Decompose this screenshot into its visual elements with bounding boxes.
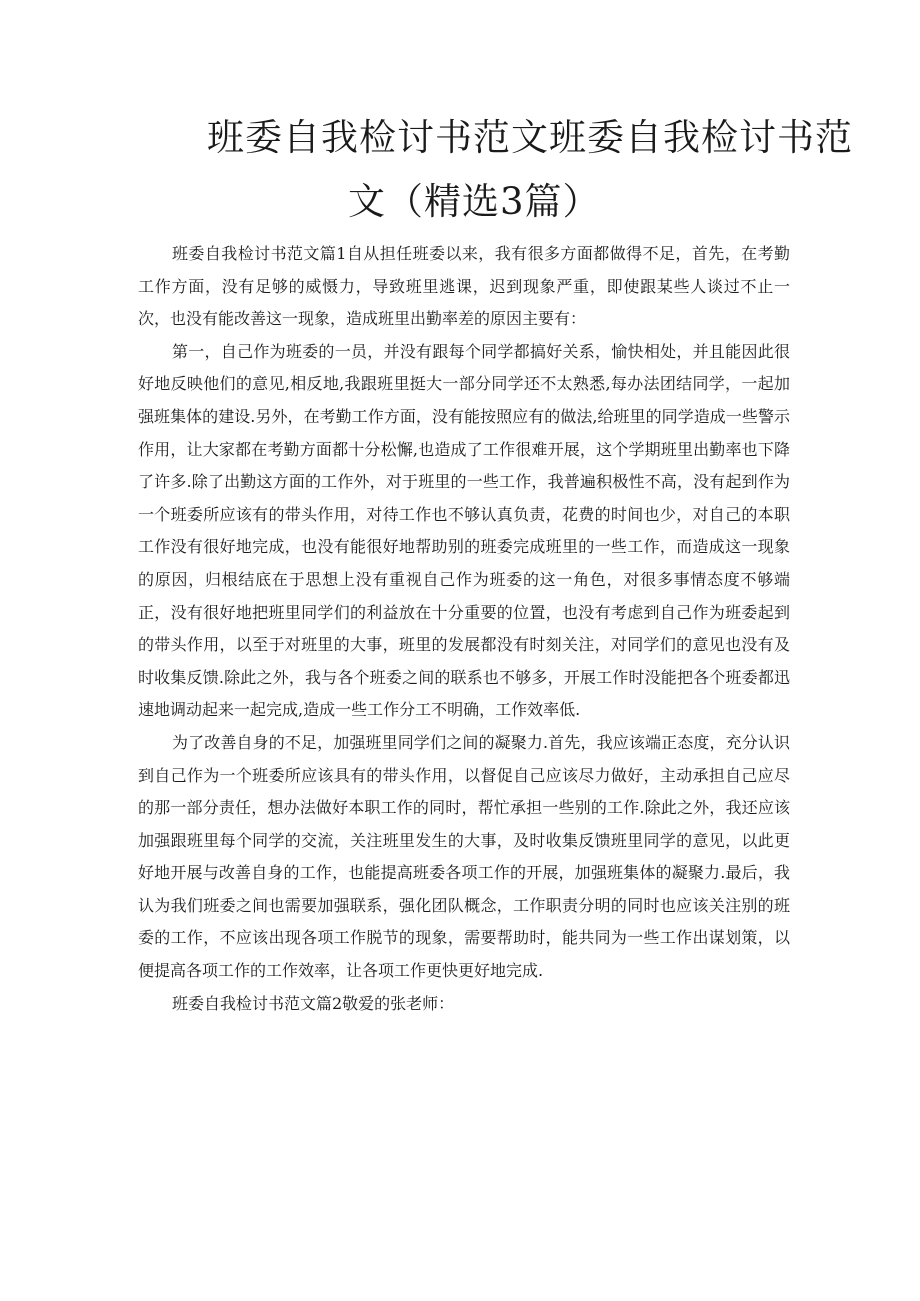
paragraph-2: 第一，自己作为班委的一员，并没有跟每个同学都搞好关系，愉快相处，并且能因此很好地反映他们的意见,相反地,我跟班里挺大一部分同学还不太熟悉,每办法团结同学，一起加强班集体的建设.另外，在考勤工作方面，没有能按照应有的做法,给班里的同学造成一些警示作用，让大家都在考勤方面都十分松懈,也造成了工作很难开展，这个学期班里出勤率也下降了许多.除了出勤这方面的工作外，对于班里的一些工作，我普遍积极性不高，没有起到作为一个班委所应该有的带头作用，对待工作也不够认真负责，花费的时间也少，对自己的本职工作没有很好地完成，也没有能很好地帮助别的班委完成班里的一些工作，而造成这一现象的原因，归根结底在于思想上没有重视自己作为班委的这一角色，对很多事情态度不够端正，没有很好地把班里同学们的利益放在十分重要的位置，也没有考虑到自己作为班委起到的带头作用，以至于对班里的大事，班里的发展都没有时刻关注，对同学们的意见也没有及时收集反馈.除此之外，我与各个班委之间的联系也不够多，开展工作时没能把各个班委都迅速地调动起来一起完成,造成一些工作分工不明确，工作效率低. [138,341,790,720]
paragraph-4: 班委自我检讨书范文篇2敬爱的张老师： [172,993,455,1013]
document-body [138,238,790,1020]
document-title-line-2: 文（精选3篇） [348,180,601,223]
paragraph-1: 班委自我检讨书范文篇1自从担任班委以来，我有很多方面都做得不足，首先，在考勤工作方面，没有足够的威慑力，导致班里逃课，迟到现象严重，即使跟某些人谈过不止一次，也没有能改善这一现象，造成班里出勤率差的原因主要有： [138,244,790,329]
document-title-line-1: 班委自我检讨书范文班委自我检讨书范 [207,116,853,159]
paragraph-3: 为了改善自身的不足，加强班里同学们之间的凝聚力.首先，我应该端正态度，充分认识到自己作为一个班委所应该具有的带头作用，以督促自己应该尽力做好，主动承担自己应尽的那一部分责任，想办法做好本职工作的同时，帮忙承担一些别的工作.除此之外，我还应该加强跟班里每个同学的交流，关注班里发生的大事，及时收集反馈班里同学的意见，以此更好地开展与改善自身的工作，也能提高班委各项工作的开展，加强班集体的凝聚力.最后，我认为我们班委之间也需要加强联系，强化团队概念，工作职责分明的同时也应该关注别的班委的工作，不应该出现各项工作脱节的现象，需要帮助时，能共同为一些工作出谋划策，以便提高各项工作的工作效率，让各项工作更快更好地完成. [138,732,790,981]
